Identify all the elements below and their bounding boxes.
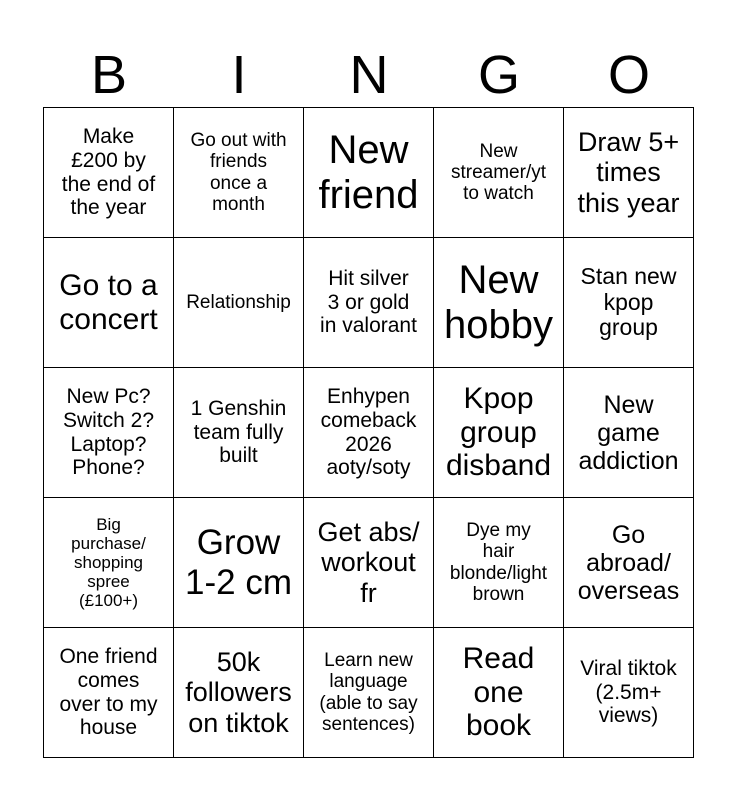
bingo-cell: Draw 5+ times this year bbox=[564, 108, 694, 238]
bingo-cell: Kpop group disband bbox=[434, 368, 564, 498]
bingo-cell: New hobby bbox=[434, 238, 564, 368]
bingo-cell: Relationship bbox=[174, 238, 304, 368]
board-row bbox=[44, 108, 694, 238]
bingo-cell: Go to a concert bbox=[44, 238, 174, 368]
header-letter-g: G bbox=[477, 45, 520, 105]
bingo-cell: Big purchase/ shopping spree (£100+) bbox=[44, 498, 174, 628]
bingo-cell: One friend comes over to my house bbox=[44, 628, 174, 758]
bingo-cell: Hit silver 3 or gold in valorant bbox=[304, 238, 434, 368]
bingo-cell: Dye my hair blonde/light brown bbox=[434, 498, 564, 628]
bingo-cell: Viral tiktok (2.5m+ views) bbox=[564, 628, 694, 758]
bingo-cell: New friend bbox=[304, 108, 434, 238]
bingo-board bbox=[43, 107, 694, 758]
bingo-cell: New game addiction bbox=[564, 368, 694, 498]
header-letter-i: I bbox=[231, 45, 247, 105]
board-row bbox=[44, 368, 694, 498]
bingo-cell: Go out with friends once a month bbox=[174, 108, 304, 238]
header-letter-n: N bbox=[349, 45, 389, 105]
bingo-cell: New streamer/yt to watch bbox=[434, 108, 564, 238]
bingo-cell: Enhypen comeback 2026 aoty/soty bbox=[304, 368, 434, 498]
bingo-cell: Grow 1-2 cm bbox=[174, 498, 304, 628]
bingo-cell: Read one book bbox=[434, 628, 564, 758]
bingo-cell: Get abs/ workout fr bbox=[304, 498, 434, 628]
bingo-cell: Go abroad/ overseas bbox=[564, 498, 694, 628]
bingo-cell: New Pc? Switch 2? Laptop? Phone? bbox=[44, 368, 174, 498]
board-row bbox=[44, 238, 694, 368]
board-row bbox=[44, 498, 694, 628]
header-letter-b: B bbox=[90, 45, 128, 105]
board-row bbox=[44, 628, 694, 758]
bingo-cell: Stan new kpop group bbox=[564, 238, 694, 368]
bingo-header bbox=[44, 44, 694, 106]
header-letter-o: O bbox=[607, 45, 650, 105]
bingo-cell: Make £200 by the end of the year bbox=[44, 108, 174, 238]
bingo-cell: 50k followers on tiktok bbox=[174, 628, 304, 758]
bingo-cell: 1 Genshin team fully built bbox=[174, 368, 304, 498]
bingo-cell: Learn new language (able to say sentences) bbox=[304, 628, 434, 758]
